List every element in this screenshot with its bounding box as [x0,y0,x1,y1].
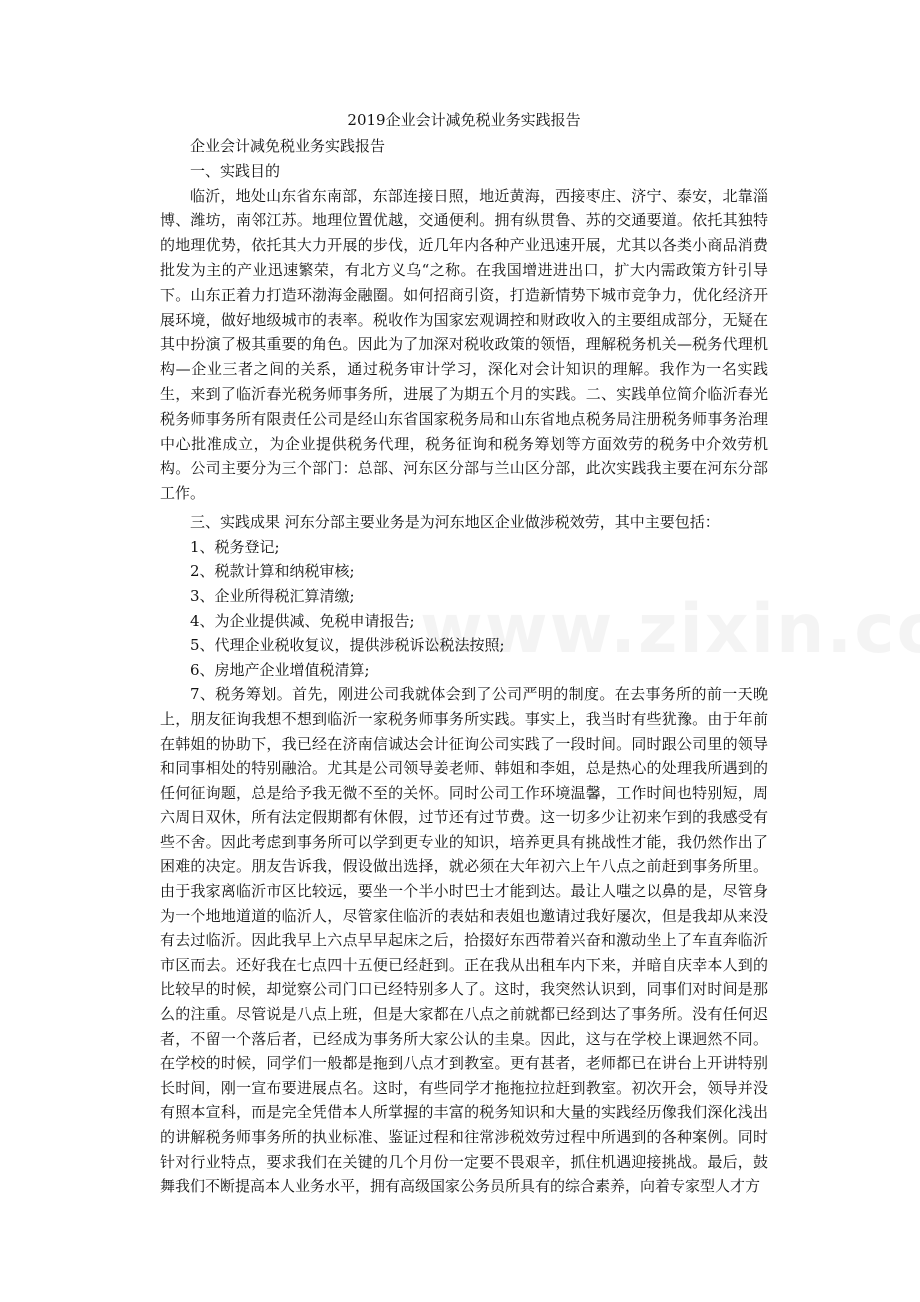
document-subtitle: 企业会计减免税业务实践报告 [190,137,386,155]
paragraph-tax-planning: 7、税务筹划。首先，刚进公司我就体会到了公司严明的制度。在去事务所的前一天晚上，朋友征询我想不想到临沂一家税务师事务所实践。事实上，我当时有些犹豫。由于年前在韩姐的协助下，我已经在济南信诚达会计征询公司实践了一段时间。同时跟公司里的领导和同事相处的特别融洽。尤其是公司领导姜老师、韩姐和李姐，总是热心的处理我所遇到的任何征询题，总是给予我无微不至的关怀。同时公司工作环境温馨，工作时间也特别短，周六周日双休，所有法定假期都有休假，过节还有过节费。这一切多少让初来乍到的我感受有些不舍。因此考虑到事务所可以学到更专业的知识，培养更具有挑战性才能，我仍然作出了困难的决定。朋友告诉我，假设做出选择，就必须在大年初六上午八点之前赶到事务所里。由于我家离临沂市区比较远，要坐一个半小时巴士才能到达。最让人嗤之以鼻的是，尽管身为一个地地道道的临沂人，尽管家住临沂的表姑和表姐也邀请过我好屡次，但是我却从来没有去过临沂。因此我早上六点早早起床之后，拾掇好东西带着兴奋和激动坐上了车直奔临沂市区而去。还好我在七点四十五便已经赶到。正在我从出租车内下来，并暗自庆幸本人到的比较早的时候，却觉察公司门口已经特别多人了。这时，我突然认识到，同事们对时间是那么的注重。尽管说是八点上班，但是大家都在八点之前就都已经到达了事务所。没有任何迟者，不留一个落后者，已经成为事务所大家公认的圭臬。因此，这与在学校上课迥然不同。在学校的时候，同学们一般都是拖到八点才到教室。更有甚者，老师都已在讲台上开讲特别长时间，刚一宣布要进展点名。这时，有些同学才拖拖拉拉赶到教室。初次开会，领导并没有照本宣科，而是完全凭借本人所掌握的丰富的税务知识和大量的实践经历像我们深化浅出的讲解税务师事务所的执业标准、鉴证过程和往常涉税效劳过程中所遇到的各种案例。同时针对行业特点，要求我们在关键的几个月份一定要不畏艰辛，抓住机遇迎接挑战。最后，鼓舞我们不断提高本人业务水平，拥有高级国家公务员所具有的综合素养，向着专家型人才方 [160,685,768,1196]
paragraph-intro: 临沂，地处山东省东南部，东部连接日照，地近黄海，西接枣庄、济宁、泰安，北靠淄博、潍坊，南邻江苏。地理位置优越，交通便利。拥有纵贯鲁、苏的交通要道。依托其独特的地理优势，依托其大力开展的步伐，近几年内各种产业迅速开展，尤其以各类小商品消费批发为主的产业迅速繁荣，有北方义乌“之称。在我国增进进出口，扩大内需政策方针引导下。山东正着力打造环渤海金融圈。如何招商引资，打造新情势下城市竞争力，优化经济开展环境，做好地级城市的表率。税收作为国家宏观调控和财政收入的主要组成部分，无疑在其中扮演了极其重要的角色。因此为了加深对税收政策的领悟，理解税务机关—税务代理机构—企业三者之间的关系，通过税务审计学习，深化对会计知识的理解。我作为一名实践生，来到了临沂春光税务师事务所，进展了为期五个月的实践。二、实践单位简介临沂春光税务师事务所有限责任公司是经山东省国家税务局和山东省地点税务局注册税务师事务治理中心批准成立，为企业提供税务代理，税务征询和税务筹划等方面效劳的税务中介效劳机构。公司主要分为三个部门：总部、河东区分部与兰山区分部，此次实践我主要在河东分部工作。 [160,186,768,503]
list-item: 4、为企业提供减、免税申请报告; [190,611,415,630]
list-item: 3、企业所得税汇算清缴; [190,586,355,605]
document-page [160,108,768,1199]
list-item: 2、税款计算和纳税审核; [190,562,355,581]
list-item: 1、税务登记; [190,537,280,556]
document-title: 2019企业会计减免税业务实践报告 [347,111,581,129]
section-heading-results: 三、实践成果 河东分部主要业务是为河东地区企业做涉税效劳，其中主要包括： [190,512,720,531]
task-list [160,535,768,683]
section-heading-purpose: 一、实践目的 [190,161,281,180]
list-item: 5、代理企业税收复议，提供涉税诉讼税法按照; [190,636,505,655]
list-item: 6、房地产企业增值税清算; [190,660,370,679]
